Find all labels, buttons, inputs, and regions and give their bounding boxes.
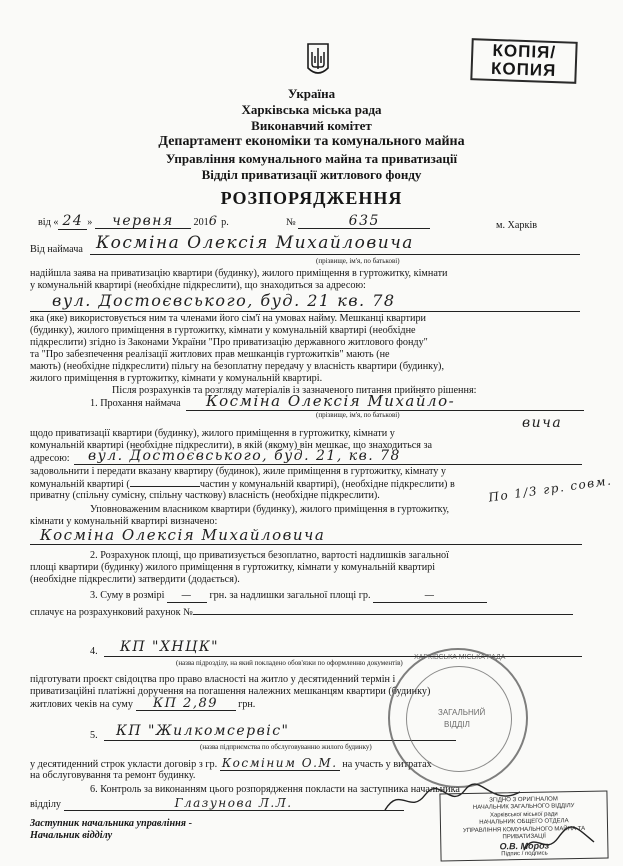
header-council: Харківська міська рада (241, 102, 382, 117)
coat-of-arms-icon (306, 42, 330, 78)
applicant-label: Від наймача (30, 244, 83, 255)
date-month: червня (95, 216, 191, 229)
applicant-name-2: Косміна Олексія Михайло- (186, 392, 584, 411)
registry-handwritten: КП "ХНЦК" (104, 638, 582, 657)
owner-handwritten: Косміна Олексія Михайловича (30, 526, 582, 545)
order-number: № 635 (286, 216, 430, 229)
share-handwritten-note: По 1/3 гр. совм. (487, 473, 614, 505)
round-seal: ХАРКІВСЬКА МІСЬКА РАДА ЗАГАЛЬНИЙ ВІДДІЛ (388, 648, 528, 788)
header-division: Відділ приватизації житлового фонду (201, 167, 422, 182)
signer-title-2: Начальник відділу (30, 830, 113, 841)
caption-name: (прізвище, ім'я, по батькові) (316, 257, 400, 265)
date-day: 24 (58, 213, 87, 230)
document-title: РОЗПОРЯДЖЕННЯ (220, 188, 403, 208)
header-committee: Виконавчий комітет (251, 118, 372, 133)
address-handwritten-2: вул. Достоєвського, буд. 21, кв. 78 (74, 448, 582, 465)
header-country: Україна (287, 86, 336, 101)
signer-title-1: Заступник начальника управління - (30, 818, 192, 829)
header-department: Департамент економіки та комунального майна (158, 134, 465, 149)
city: м. Харків (496, 220, 538, 231)
certification-stamp: ЗГІДНО З ОРИГІНАЛОМ НАЧАЛЬНИК ЗАГАЛЬНОГО ВІДДІЛУ Харківської міської ради НАЧАЛЬНИК ОБЩЕГО ОТДЕЛА УПРАВЛІННЯ КОМУНАЛЬНОГО МАЙНА ТА ПРИВАТИЗАЦІЇ О.В. Мороз Підпис / подпись (439, 791, 608, 862)
copy-stamp: КОПІЯ/ КОПИЯ (470, 38, 577, 84)
header-administration: Управління комунального майна та приватизації (165, 151, 458, 166)
address-handwritten: вул. Достоєвського, буд. 21 кв. 78 (30, 291, 580, 312)
service-handwritten: КП "Жилкомсервіс" (104, 722, 456, 741)
applicant-name: Косміна Олексія Михайловича (90, 232, 580, 255)
date-line: від « 24 » червня 2016 р. (38, 213, 229, 229)
document-page: КОПІЯ/ КОПИЯ Україна Харківська міська рада Виконавчий комітет Департамент економіки та комунального майна Управління комунального майна та приватизації Відділ приватизації житлового фонду РОЗПОРЯДЖЕННЯ від « 24 » червня 2016 р. № 635 м. Харків Від наймача Косміна Олексія Михайловича (прізвище, ім'я, по батькові) надійшла заява на приватизацію квартири (будинку), жилого приміщення в гуртожитку, кімнати у комунальній квартирі (необхідне підкреслити), що знаходиться за адресою: вул. Достоєвського, буд. 21 кв. 78 яка (яке) використовується ним та членами його сім'ї на умовах найму. Мешканці квартири (будинку), жилого приміщення в гуртожитку, кімнати у комунальній квартирі (необхідне підкреслити) згідно із Законами України "Про приватизацію державного житлового фонду" та "Про забезпечення реалізації житлових прав мешканців гуртожитків" мають (не мають) (необхідне підкреслити) пільгу на безоплатну передачу у власність квартири (будинку), жилого приміщення в гуртожитку, кімнати у комунальній квартирі. Після розрахунків та розгляду матеріалів із зазначеного питання прийнято рішення: 1. Прохання наймача Косміна Олексія Михайло- (прізвище, ім'я, по батькові) вича щодо приватизації квартири (будинку), жилого приміщення в гуртожитку, кімнати у комунальній квартирі (необхідне підкреслити), в якій (якому) він мешкає, що знаходиться за адресою: вул. Достоєвського, буд. 21, кв. 78 задовольнити і передати вказану квартиру (будинок), жиле приміщення в гуртожитку, кімнату у комунальній квартирі ( частин у комунальній квартирі), (необхідне підкреслити) в приватну (спільну сумісну, спільну часткову) власність (необхідне підкреслити). По 1/3 гр. совм. Уповноваженим власником квартири (будинку), жилого приміщення в гуртожитку, кімнати у комунальній квартирі визначено: Косміна Олексія Михайловича 2. Розрахунок площі, що приватизується безоплатно, вартості надлишків загальної площі квартири (будинку) жилого приміщення в гуртожитку, кімнати у комунальній квартирі (необхідне підкреслити) затвердити (додається). 3. Суму в розмірі — грн. за надлишки загальної площі гр. — сплачує на розрахунковий рахунок № 4. КП "ХНЦК" (назва підрозділу, на який покладено обов'язки по оформленню документів) підготувати проєкт свідоцтва про право власності на житло у десятиденний термін і приватизаційні платіжні доручення на погашення належних мешканцям квартири (будинку) житлових чеків на суму КП 2,89 грн. 5. КП "Жилкомсервіс" (назва підприємства по обслуговуванню жилого будинку) у десятиденний строк укласти договір з гр. Косміним О.М. на участь у витратах на обслуговування та ремонт будинку. 6. Контроль за виконанням цього розпорядження покласти на заступника начальника відділу Глазунова Л.Л. Заступник начальника управління - Начальник відділу ХАРКІВСЬКА МІСЬКА РАДА ЗАГАЛЬНИЙ ВІДДІЛ ЗГІДНО З ОРИГІНАЛОМ НАЧАЛЬНИК ЗАГАЛЬНОГО ВІДДІЛУ Харківської міської ради НАЧАЛЬНИК ОБЩЕГО ОТДЕЛА УПРАВЛІННЯ КОМУНАЛЬНОГО МАЙНА ТА ПРИВАТИЗАЦІЇ О.В. Мороз Підпис / подпись (0, 0, 623, 866)
